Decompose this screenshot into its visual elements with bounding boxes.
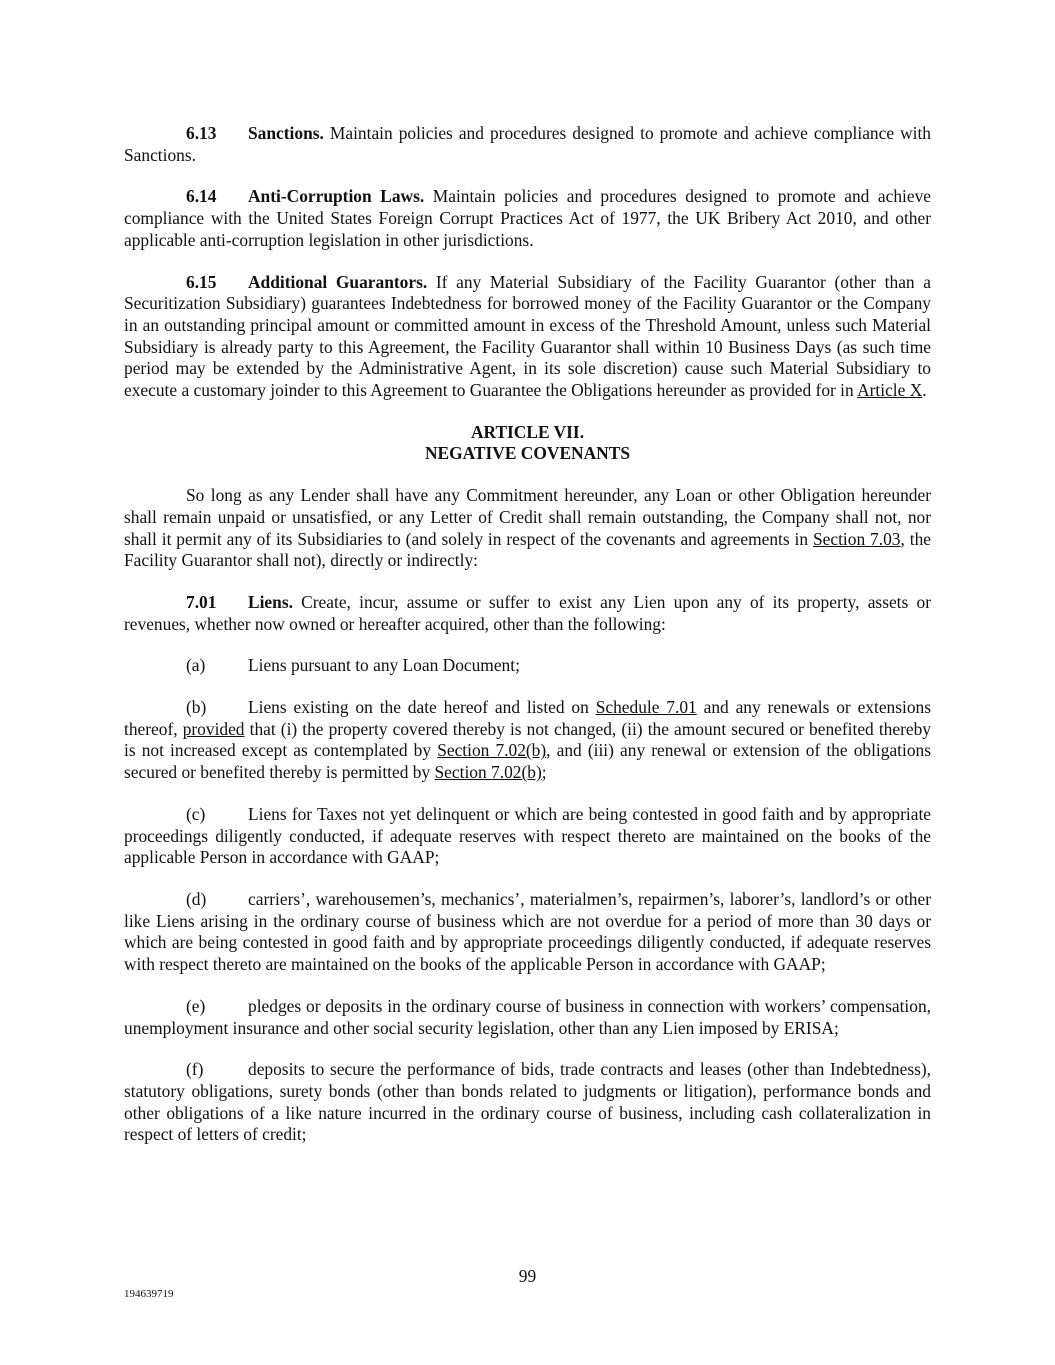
clause-text: , and (iii) any renewal or extension of the obligations secured or benefited thereby is permitted by — [124, 740, 931, 783]
article-number: ARTICLE VII. — [470, 421, 585, 442]
section-6-15 — [124, 272, 931, 402]
clause-label: (c) — [186, 803, 206, 824]
clause-e — [124, 996, 931, 1039]
document-id: 194639719 — [124, 1288, 174, 1300]
provided-term: provided — [182, 718, 245, 739]
section-number: 6.14 — [186, 186, 217, 207]
section-heading: Liens. — [248, 591, 293, 612]
section-text: If any Material Subsidiary of the Facility Guarantor (other than a Securitization Subsidiary) guarantees Indebtedness for borrowed money of the Facility Guarantor or the Company in an outstanding principal amount or committed amount in excess of the Threshold Amount, unless such Material Subsidiary is already party to this Agreement, the Facility Guarantor shall within 10 Business Days (as such time period may be extended by the Administrative Agent, in its sole discretion) cause such Material Subsidiary to execute a customary joinder to this Agreement to Guarantee the Obligations hereunder as provided for in — [124, 271, 931, 401]
article-title: NEGATIVE COVENANTS — [424, 443, 631, 464]
section-7-02b-reference-2: Section 7.02(b) — [434, 762, 542, 783]
schedule-7-01-reference: Schedule 7.01 — [595, 697, 697, 718]
clause-text: Liens pursuant to any Loan Document; — [248, 655, 520, 676]
section-7-01 — [124, 592, 931, 635]
clause-f — [124, 1059, 931, 1146]
clause-text: Liens existing on the date hereof and listed on — [248, 697, 596, 718]
section-number: 7.01 — [186, 591, 217, 612]
article-intro — [124, 485, 931, 572]
clause-text: deposits to secure the performance of bids, trade contracts and leases (other than Indebtedness), statutory obligations, surety bonds (other than bonds related to judgments or litigation), performance bonds and other obligations of a like nature incurred in the ordinary course of business, including cash collateralization in respect of letters of credit; — [124, 1059, 931, 1145]
clause-d — [124, 889, 931, 976]
intro-text: So long as any Lender shall have any Commitment hereunder, any Loan or other Obligation hereunder shall remain unpaid or unsatisfied, or any Letter of Credit shall remain outstanding, the Company shall not, nor shall it permit any of its Subsidiaries to (and solely in respect of the covenants and agreements in — [124, 485, 931, 549]
clause-text: carriers’, warehousemen’s, mechanics’, materialmen’s, repairmen’s, laborer’s, landlord’s or other like Liens arising in the ordinary course of business which are not overdue for a period of more than 30 days or which are being contested in good faith and by appropriate proceedings diligently conducted, if adequate reserves with respect thereto are maintained on the books of the applicable Person in accordance with GAAP; — [124, 888, 931, 975]
document-body — [124, 123, 931, 1166]
section-7-02b-reference: Section 7.02(b) — [437, 740, 547, 761]
clause-text: that (i) the property covered thereby is not changed, (ii) the amount secured or benefited thereby is not increased except as contemplated by — [124, 718, 931, 761]
article-x-reference: Article X — [857, 380, 923, 401]
section-number: 6.13 — [186, 123, 217, 143]
clause-text: and any renewals or extensions thereof, — [124, 697, 931, 739]
clause-c — [124, 804, 931, 869]
article-heading — [124, 422, 931, 465]
intro-text-end: , the Facility Guarantor shall not), directly or indirectly: — [124, 528, 931, 571]
clause-label: (a) — [186, 655, 206, 676]
section-7-03-reference: Section 7.03 — [812, 528, 901, 549]
page-number: 99 — [518, 1266, 537, 1286]
clause-label: (e) — [186, 995, 206, 1016]
clause-label: (b) — [186, 697, 207, 718]
section-6-14 — [124, 186, 931, 251]
section-heading: Anti-Corruption Laws. — [248, 186, 425, 207]
section-text: Create, incur, assume or suffer to exist any Lien upon any of its property, assets or revenues, whether now owned or hereafter acquired, other than the following: — [124, 591, 931, 634]
section-text: Maintain policies and procedures designed to promote and achieve compliance with Sanctions. — [124, 123, 931, 165]
section-heading: Sanctions. — [248, 123, 324, 143]
clause-label: (f) — [186, 1059, 204, 1080]
clause-text: Liens for Taxes not yet delinquent or which are being contested in good faith and by appropriate proceedings diligently conducted, if adequate reserves with respect thereto are maintained on the books of the applicable Person in accordance with GAAP; — [124, 803, 931, 868]
section-text-end: . — [922, 380, 927, 401]
section-text: Maintain policies and procedures designed to promote and achieve compliance with the United States Foreign Corrupt Practices Act of 1977, the UK Bribery Act 2010, and other applicable anti-corruption legislation in other jurisdictions. — [124, 186, 931, 250]
section-6-13 — [124, 123, 931, 166]
clause-a — [124, 655, 931, 677]
section-heading: Additional Guarantors. — [248, 271, 428, 292]
clause-label: (d) — [186, 888, 207, 909]
clause-b — [124, 697, 931, 784]
clause-text: pledges or deposits in the ordinary course of business in connection with workers’ compensation, unemployment insurance and other social security legislation, other than any Lien imposed by ERISA; — [124, 995, 931, 1038]
clause-text: ; — [541, 762, 547, 783]
section-number: 6.15 — [186, 271, 217, 292]
